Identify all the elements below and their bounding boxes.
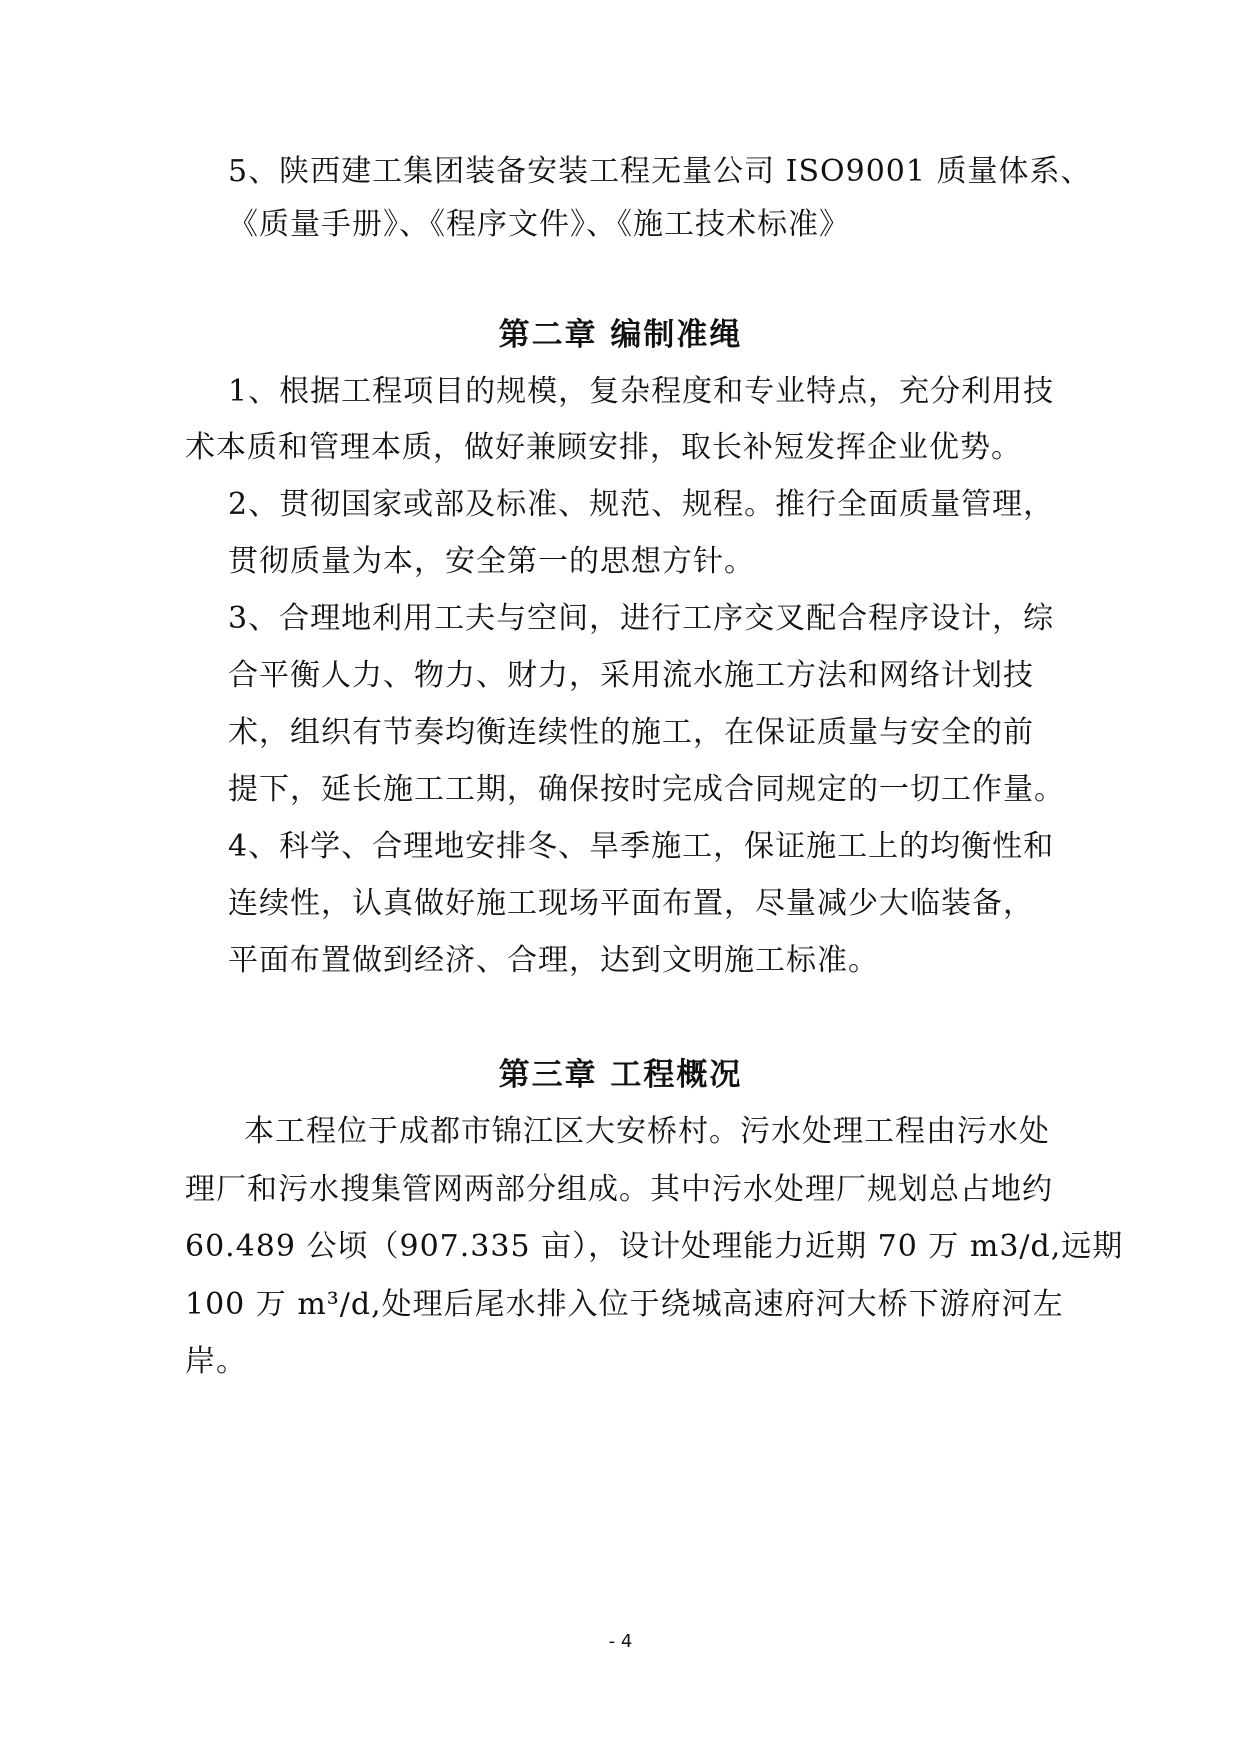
chapter2-line-7: 术，组织有节奏均衡连续性的施工，在保证质量与安全的前 bbox=[228, 715, 1034, 750]
chapter3-line-5: 岸。 bbox=[185, 1344, 247, 1379]
chapter3-line-3: 60.489 公顷（907.335 亩），设计处理能力近期 70 万 m3/d,远期 bbox=[185, 1229, 1124, 1264]
chapter2-line-5: 3、合理地利用工夫与空间，进行工序交叉配合程序设计，综 bbox=[228, 601, 1055, 636]
chapter2-line-1: 1、根据工程项目的规模，复杂程度和专业特点，充分利用技 bbox=[228, 374, 1055, 409]
chapter2-line-6: 合平衡人力、物力、财力，采用流水施工方法和网络计划技 bbox=[228, 658, 1034, 693]
chapter2-line-11: 平面布置做到经济、合理，达到文明施工标准。 bbox=[228, 943, 879, 978]
chapter2-line-10: 连续性，认真做好施工现场平面布置，尽量减少大临装备， bbox=[228, 886, 1034, 921]
page-number: - 4 bbox=[608, 1631, 633, 1652]
chapter2-title: 第二章 编制准绳 bbox=[498, 317, 743, 353]
intro-line-1: 5、陕西建工集团装备安装工程无量公司 ISO9001 质量体系、 bbox=[228, 154, 1092, 189]
chapter2-line-4: 贯彻质量为本，安全第一的思想方针。 bbox=[228, 544, 755, 579]
chapter2-line-3: 2、贯彻国家或部及标准、规范、规程。推行全面质量管理， bbox=[228, 487, 1055, 522]
chapter2-line-2: 术本质和管理本质，做好兼顾安排，取长补短发挥企业优势。 bbox=[185, 430, 1022, 465]
chapter3-line-1: 本工程位于成都市锦江区大安桥村。污水处理工程由污水处 bbox=[244, 1114, 1050, 1149]
chapter3-line-2: 理厂和污水搜集管网两部分组成。其中污水处理厂规划总占地约 bbox=[185, 1172, 1053, 1207]
chapter3-line-4: 100 万 m³/d,处理后尾水排入位于绕城高速府河大桥下游府河左 bbox=[185, 1287, 1064, 1322]
intro-line-2: 《质量手册》、《程序文件》、《施工技术标准》 bbox=[228, 207, 850, 242]
chapter2-line-9: 4、科学、合理地安排冬、旱季施工，保证施工上的均衡性和 bbox=[228, 829, 1055, 864]
chapter2-line-8: 提下，延长施工工期，确保按时完成合同规定的一切工作量。 bbox=[228, 772, 1065, 807]
chapter3-title: 第三章 工程概况 bbox=[498, 1057, 743, 1093]
